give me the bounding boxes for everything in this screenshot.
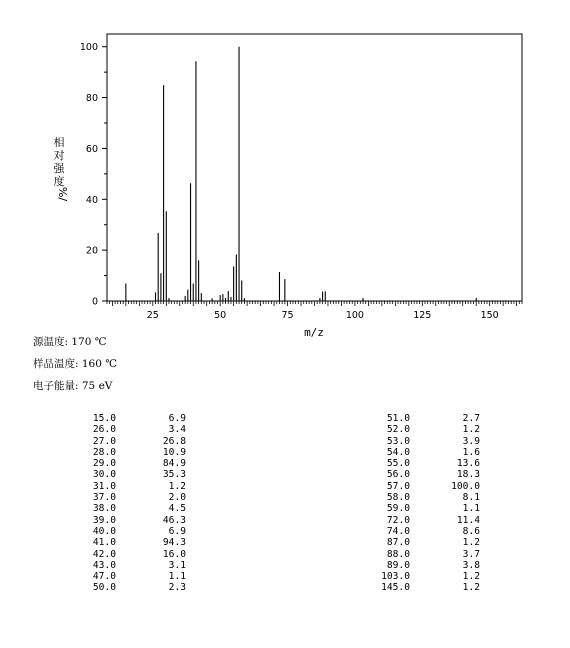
peak-row (76, 571, 186, 582)
peak-mz: 58.0 (386, 492, 410, 504)
peak-mz: 89.0 (386, 559, 410, 571)
peak-row (76, 469, 186, 480)
peak-mz: 72.0 (386, 514, 410, 526)
peak-abundance: 3.4 (168, 424, 186, 436)
peak-abundance: 16.0 (162, 548, 186, 560)
peak-abundance: 11.4 (456, 514, 480, 526)
x-tick-label: 50 (214, 310, 227, 321)
peak-row (370, 424, 480, 435)
peak-row (76, 436, 186, 447)
spectrum-peaks (126, 47, 476, 301)
y-axis-label-unit: %/ (56, 186, 69, 202)
x-tick-label: 100 (345, 310, 364, 321)
y-tick-label: 20 (85, 245, 98, 257)
peak-mz: 30.0 (92, 469, 116, 481)
peak-mz: 87.0 (386, 537, 410, 549)
y-tick-label: 100 (79, 42, 98, 54)
peak-abundance: 3.8 (462, 559, 480, 571)
x-tick-label: 125 (413, 310, 432, 321)
peak-mz: 88.0 (386, 548, 410, 560)
peak-mz: 52.0 (386, 424, 410, 436)
y-axis-label-char: 强 (53, 162, 65, 175)
peak-row (76, 549, 186, 560)
peak-row (370, 571, 480, 582)
electron-energy: 电子能量: 75 eV (33, 380, 113, 392)
peak-mz: 51.0 (386, 413, 410, 424)
peak-mz: 103.0 (381, 571, 410, 583)
peak-abundance: 1.1 (462, 503, 480, 515)
peak-abundance: 35.3 (162, 469, 186, 481)
peak-row (76, 424, 186, 435)
x-tick-label: 75 (281, 310, 294, 321)
peak-abundance: 2.0 (168, 492, 186, 504)
peak-abundance: 13.6 (456, 458, 480, 470)
peak-row (76, 503, 186, 514)
peak-mz: 38.0 (92, 503, 116, 515)
peak-row (370, 582, 480, 593)
peak-row (370, 458, 480, 469)
y-tick-label: 40 (85, 194, 98, 206)
peak-row (370, 469, 480, 480)
source-temperature: 源温度: 170 ℃ (33, 336, 107, 348)
peak-row (370, 537, 480, 548)
peak-row (76, 537, 186, 548)
y-tick-label: 60 (85, 143, 98, 155)
peak-abundance: 1.6 (462, 446, 480, 458)
peak-abundance: 1.1 (168, 571, 186, 583)
peak-abundance: 3.9 (462, 435, 480, 447)
peak-row (370, 447, 480, 458)
peak-row (76, 447, 186, 458)
plot-frame (107, 34, 522, 301)
y-tick-label: 0 (91, 296, 98, 308)
peak-row (370, 560, 480, 571)
y-tick-label: 80 (85, 93, 98, 105)
peak-mz: 59.0 (386, 503, 410, 515)
peak-mz: 47.0 (92, 571, 116, 583)
y-axis (80, 42, 107, 307)
y-axis-label-char: 度 (53, 175, 65, 188)
peak-table-right (370, 413, 480, 594)
peak-abundance: 3.7 (462, 548, 480, 560)
peak-row (370, 503, 480, 514)
peak-mz: 29.0 (92, 458, 116, 470)
x-axis-label: m/z (304, 326, 324, 339)
peak-abundance: 26.8 (162, 435, 186, 447)
peak-mz: 39.0 (92, 514, 116, 526)
peak-row (76, 560, 186, 571)
peak-row (76, 413, 186, 424)
peak-row (370, 526, 480, 537)
peak-row (370, 515, 480, 526)
peak-row (76, 526, 186, 537)
peak-mz: 50.0 (92, 582, 116, 594)
peak-mz: 37.0 (92, 492, 116, 504)
peak-row (76, 458, 186, 469)
x-tick-label: 150 (480, 310, 499, 321)
peak-mz: 53.0 (386, 435, 410, 447)
y-axis-label-char: 对 (53, 149, 65, 162)
peak-mz: 15.0 (92, 413, 116, 424)
peak-mz: 57.0 (386, 480, 410, 492)
peak-abundance: 1.2 (462, 424, 480, 436)
peak-mz: 31.0 (92, 480, 116, 492)
peak-row (76, 515, 186, 526)
peak-abundance: 84.9 (162, 458, 186, 470)
peak-abundance: 8.6 (462, 525, 480, 537)
peak-row (370, 413, 480, 424)
peak-mz: 74.0 (386, 525, 410, 537)
peak-row (370, 481, 480, 492)
peak-mz: 27.0 (92, 435, 116, 447)
peak-abundance: 2.3 (168, 582, 186, 594)
x-axis (107, 301, 522, 321)
peak-mz: 40.0 (92, 525, 116, 537)
peak-mz: 26.0 (92, 424, 116, 436)
peak-abundance: 2.7 (462, 413, 480, 424)
peak-abundance: 4.5 (168, 503, 186, 515)
peak-abundance: 3.1 (168, 559, 186, 571)
peak-row (370, 436, 480, 447)
peak-abundance: 1.2 (462, 571, 480, 583)
peak-abundance: 18.3 (456, 469, 480, 481)
peak-row (76, 481, 186, 492)
peak-abundance: 10.9 (162, 446, 186, 458)
peak-mz: 41.0 (92, 537, 116, 549)
peak-abundance: 8.1 (462, 492, 480, 504)
peak-abundance: 6.9 (168, 525, 186, 537)
peak-mz: 54.0 (386, 446, 410, 458)
peak-mz: 55.0 (386, 458, 410, 470)
peak-mz: 43.0 (92, 559, 116, 571)
peak-mz: 28.0 (92, 446, 116, 458)
peak-abundance: 6.9 (168, 413, 186, 424)
peak-row (76, 492, 186, 503)
peak-mz: 42.0 (92, 548, 116, 560)
peak-row (370, 549, 480, 560)
x-tick-label: 25 (146, 310, 159, 321)
y-axis-label-char: 相 (53, 136, 65, 149)
peak-mz: 145.0 (381, 582, 410, 594)
peak-abundance: 1.2 (462, 537, 480, 549)
peak-abundance: 1.2 (168, 480, 186, 492)
peak-mz: 56.0 (386, 469, 410, 481)
peak-abundance: 94.3 (162, 537, 186, 549)
peak-table-left (76, 413, 186, 594)
peak-abundance: 100.0 (451, 480, 480, 492)
peak-row (370, 492, 480, 503)
peak-abundance: 46.3 (162, 514, 186, 526)
sample-temperature: 样品温度: 160 ℃ (33, 358, 117, 370)
y-axis-label (54, 135, 70, 201)
peak-abundance: 1.2 (462, 582, 480, 594)
peak-row (76, 582, 186, 593)
